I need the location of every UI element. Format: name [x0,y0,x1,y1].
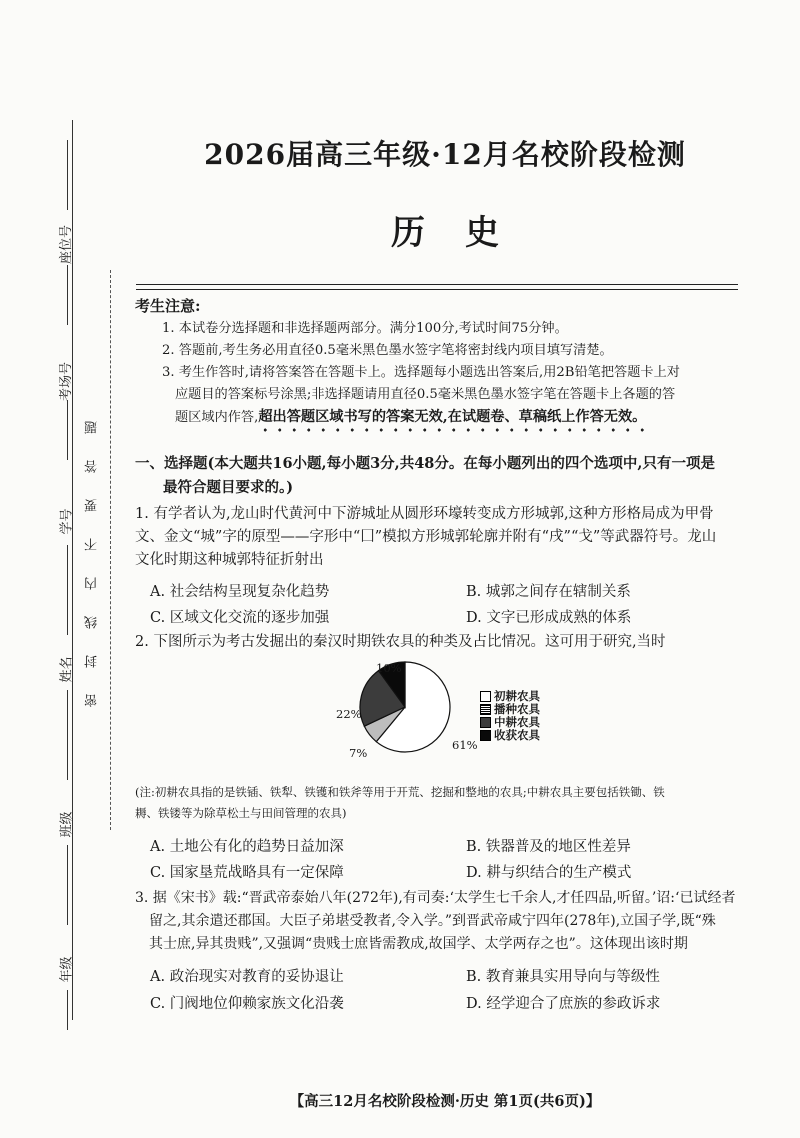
legend-label-initial: 初耕农具 [494,689,540,703]
page-title: 2026届高三年级·12月名校阶段检测 [204,138,686,171]
section-heading-line2: 最符合题目要求的。) [163,479,294,496]
question-2-note-line2: 耨、铁镂等为除草松土与田间管理的农具) [135,806,347,820]
notice-item-3-end-text: 题区域内作答, [175,410,259,425]
room-blank [52,400,82,460]
legend-swatch-sowing [480,704,491,715]
q2-option-a[interactable]: A. 土地公有化的趋势日益加深 [150,839,344,855]
question-2-line1: 2. 下图所示为考古发掘出的秦汉时期铁农具的种类及占比情况。这可用于研究,当时 [135,634,666,650]
seal-text: 密封线内不要答题 [85,395,100,707]
q2-option-c[interactable]: C. 国家垦荒战略具有一定保障 [150,865,344,881]
grade-label: 年级 [59,956,75,983]
notice-title: 考生注意: [135,297,201,315]
question-2-note-line1: (注:初耕农具指的是铁锸、铁犁、铁镬和铁斧等用于开荒、挖掘和整地的农具;中耕农具主要包括铁锄、铁 [135,785,665,799]
legend-label-tillage: 中耕农具 [494,715,540,729]
legend-swatch-initial [480,691,491,702]
question-1-line2: 文、金文“城”字的原型——字形中“囗”模拟方形城郭轮廓并附有“戌”“戈”等武器符号。龙山 [135,529,717,545]
question-1-line3: 文化时期这种城郭特征折射出 [135,552,324,568]
header-rule [136,284,738,285]
section-heading [135,452,747,500]
q2-option-b[interactable]: B. 铁器普及的地区性差异 [466,839,631,855]
q3-option-b[interactable]: B. 教育兼具实用导向与等级性 [466,969,660,985]
header-rule-thin [136,289,738,290]
question-2 [135,631,747,654]
room-label: 考场号 [59,361,75,402]
pie-legend [480,690,540,742]
legend-label-harvest: 收获农具 [494,728,540,742]
question-1 [135,503,747,572]
question-3-line1: 3. 据《宋书》载:“晋武帝泰始八年(272年),有司奏:‘太学生七千余人,才任四品,听留。’诏:‘已试经者 [135,890,736,906]
question-3-line2: 留之,其余遣还郡国。大臣子弟堪受教者,令入学。”到晋武帝咸宁四年(278年),立国子学,既“殊 [149,913,716,929]
q3-option-c[interactable]: C. 门阀地位仰赖家族文化沿袭 [150,996,344,1012]
question-1-line1: 1. 有学者认为,龙山时代黄河中下游城址从圆形环壕转变成方形城郭,这种方形格局成为甲骨 [135,506,714,522]
question-3-line3: 其士庶,异其贵贱”,又强调“贵贱士庶皆需教成,故国学、太学两存之也”。这体现出该时期 [149,936,688,952]
notice-item-2: 2. 答题前,考生务必用直径0.5毫米黑色墨水签字笔将密封线内项目填写清楚。 [162,343,613,358]
pie-label-sowing: 7% [349,746,368,760]
question-2-note [135,782,745,824]
name-blank [52,690,82,780]
pie-label-harvest: 10% [376,661,402,675]
page-footer: 【高三12月名校阶段检测·历史 第1页(共6页)】 [289,1093,601,1110]
name-label: 姓名 [59,656,75,683]
seal-dashed-line [110,270,111,830]
seat-blank [52,265,82,325]
legend-swatch-tillage [480,717,491,728]
notice-emphasis: 超出答题区域书写的答案无效,在试题卷、草稿纸上作答无效。 [258,409,646,433]
subject-title: 历史 [391,213,539,253]
question-3 [135,887,747,956]
q1-option-c[interactable]: C. 区域文化交流的逐步加强 [150,610,330,626]
notice-item-1: 1. 本试卷分选择题和非选择题两部分。满分100分,考试时间75分钟。 [162,321,568,336]
q2-option-d[interactable]: D. 耕与织结合的生产模式 [466,865,632,881]
grade-blank [52,990,82,1030]
class-blank [52,845,82,925]
section-heading-line1: 一、选择题(本大题共16小题,每小题3分,共48分。在每小题列出的四个选项中,只有一项是 [135,455,715,472]
q3-option-d[interactable]: D. 经学迎合了庶族的参政诉求 [466,996,661,1012]
q3-option-a[interactable]: A. 政治现实对教育的妥协退让 [150,969,344,985]
notice-item-3: 3. 考生作答时,请将答案答在答题卡上。选择题每小题选出答案后,用2B铅笔把答题卡上对 [162,365,680,380]
seat-field [52,140,82,210]
q1-option-b[interactable]: B. 城郭之间存在辖制关系 [466,584,631,600]
q1-option-a[interactable]: A. 社会结构呈现复杂化趋势 [150,584,330,600]
legend-item [480,729,540,742]
id-label: 学号 [59,508,75,535]
notice-item-3-cont: 应题目的答案标号涂黑;非选择题请用直径0.5毫米黑色墨水签字笔在答题卡上各题的答 [175,387,676,402]
notice-item-3-end [175,406,747,429]
legend-swatch-harvest [480,730,491,741]
seat-label: 座位号 [59,224,75,265]
class-label: 班级 [59,811,75,838]
legend-label-sowing: 播种农具 [494,702,540,716]
pie-label-tillage: 22% [336,707,362,721]
q1-option-d[interactable]: D. 文字已形成成熟的体系 [466,610,632,626]
pie-label-initial: 61% [452,738,478,752]
id-blank [52,545,82,635]
